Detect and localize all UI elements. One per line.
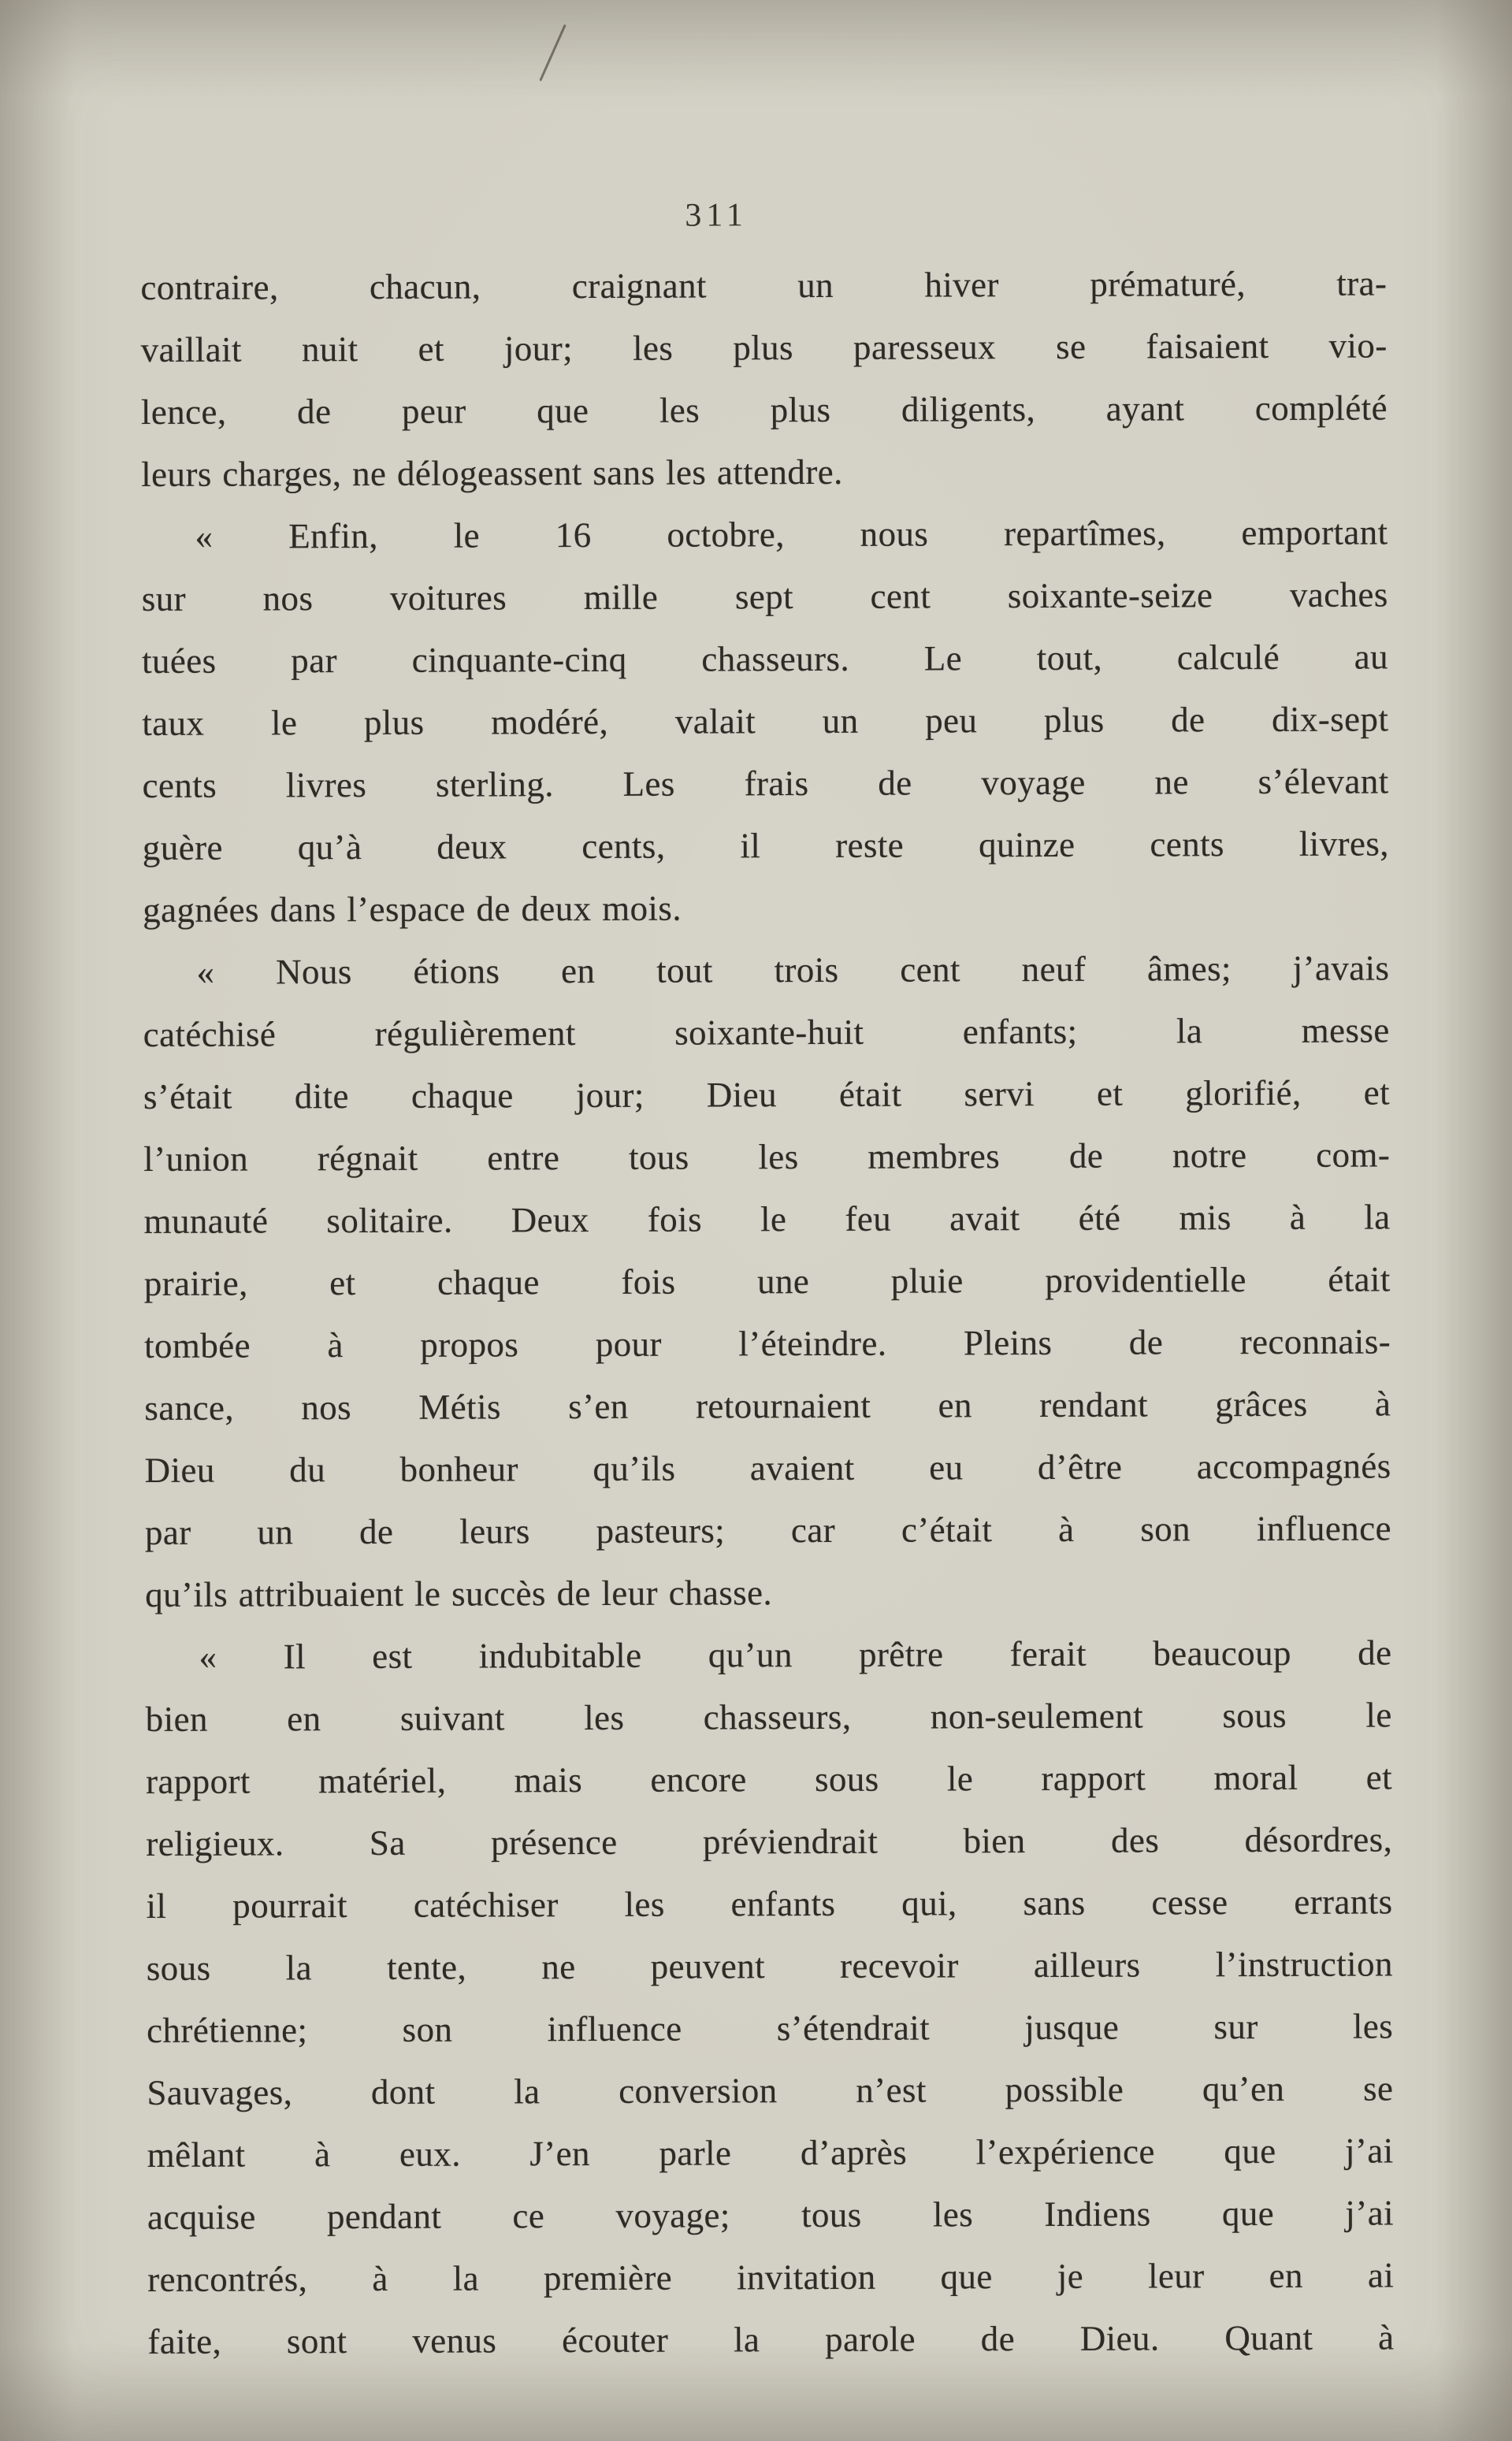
text-line: rapport matériel, mais encore sous le rapport moral et	[145, 1757, 1393, 1801]
text-line: sous la tente, ne peuvent recevoir ailleurs l’instruction	[146, 1944, 1393, 1988]
text-line: s’était dite chaque jour; Dieu était servi et glorifié, et	[143, 1072, 1391, 1116]
text-line: sance, nos Métis s’en retournaient en rendant grâces à	[144, 1384, 1391, 1428]
text-line: gagnées dans l’espace de deux mois.	[143, 888, 682, 930]
text-line: « Il est indubitable qu’un prêtre ferait beaucoup de	[199, 1633, 1392, 1677]
text-line: par un de leurs pasteurs; car c’était à son influence	[144, 1508, 1391, 1552]
text-line: lence, de peur que les plus diligents, ayant complété	[140, 388, 1388, 432]
text-line: munauté solitaire. Deux fois le feu avait été mis à la	[143, 1197, 1391, 1241]
text-line: acquise pendant ce voyage; tous les Indiens que j’ai	[147, 2193, 1395, 2237]
text-line: guère qu’à deux cents, il reste quinze cents livres,	[142, 823, 1389, 868]
text-line: bien en suivant les chasseurs, non-seulement sous le	[145, 1695, 1392, 1739]
text-line: chrétienne; son influence s’étendrait jusque sur les	[147, 2006, 1394, 2050]
text-line: mêlant à eux. J’en parle d’après l’expérience que j’ai	[147, 2131, 1394, 2175]
page-number: 311	[685, 197, 748, 234]
text-line: tuées par cinquante-cinq chasseurs. Le tout, calculé au	[141, 637, 1389, 681]
text-line: prairie, et chaque fois une pluie providentielle était	[143, 1259, 1391, 1303]
text-line: Dieu du bonheur qu’ils avaient eu d’être accompagnés	[144, 1446, 1391, 1490]
text-line: tombée à propos pour l’éteindre. Pleins de reconnais-	[143, 1321, 1391, 1365]
text-line: Sauvages, dont la conversion n’est possible qu’en se	[147, 2068, 1394, 2112]
text-block	[140, 194, 1395, 2373]
text-line: qu’ils attribuaient le succès de leur chasse.	[145, 1573, 773, 1614]
text-line: « Enfin, le 16 octobre, nous repartîmes, emportant	[195, 512, 1388, 556]
text-line: il pourrait catéchiser les enfants qui, sans cesse errants	[146, 1882, 1393, 1926]
text-line: cents livres sterling. Les frais de voyage ne s’élevant	[142, 761, 1389, 805]
text-line: leurs charges, ne délogeassent sans les attendre.	[141, 451, 843, 494]
scan-artifact-mark	[539, 24, 566, 81]
text-line: taux le plus modéré, valait un peu plus de dix-sept	[142, 699, 1389, 743]
text-line: sur nos voitures mille sept cent soixante-seize vaches	[141, 574, 1388, 619]
text-line: religieux. Sa présence préviendrait bien des désordres,	[146, 1819, 1393, 1863]
text-line: l’union régnait entre tous les membres de notre com-	[143, 1135, 1391, 1179]
text-line: « Nous étions en tout trois cent neuf âmes; j’avais	[196, 948, 1390, 992]
text-line: faite, sont venus écouter la parole de Dieu. Quant à	[147, 2317, 1395, 2361]
text-line: vaillait nuit et jour; les plus paresseux se faisaient vio-	[140, 325, 1388, 370]
text-line: catéchisé régulièrement soixante-huit enfants; la messe	[143, 1010, 1390, 1054]
text-line: contraire, chacun, craignant un hiver prématuré, tra-	[140, 263, 1388, 307]
text-line: rencontrés, à la première invitation que je leur en ai	[147, 2255, 1395, 2299]
